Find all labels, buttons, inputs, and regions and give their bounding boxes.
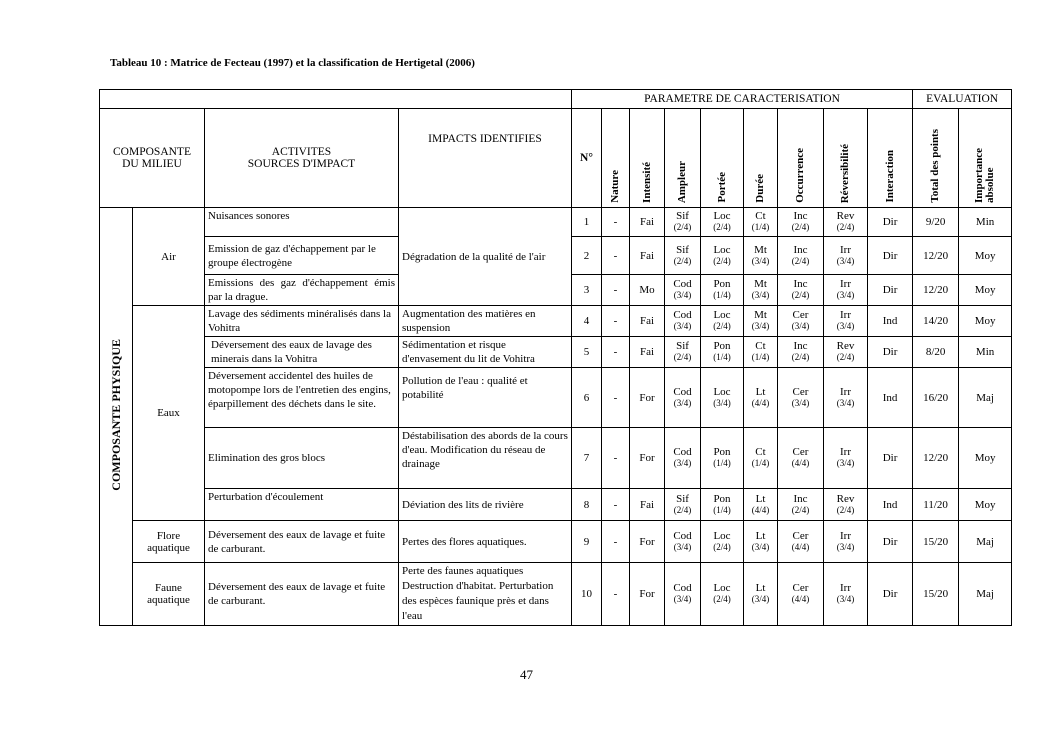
milieu-air: Air (133, 208, 205, 306)
ampleur-cell: Cod (3/4) (665, 275, 701, 306)
portee-header: Portée (715, 172, 728, 203)
reversibilite-cell: Irr (3/4) (824, 563, 868, 626)
intensite-cell: Fai (630, 489, 665, 521)
intensite-cell: For (630, 368, 665, 428)
nature-cell: - (602, 489, 630, 521)
total-cell: 14/20 (913, 306, 959, 337)
nature-cell: - (602, 208, 630, 237)
ampleur-cell: Cod (3/4) (665, 306, 701, 337)
reversibilite-header: Réversibilité (839, 143, 851, 203)
total-cell: 12/20 (913, 275, 959, 306)
reversibilite-cell: Irr (3/4) (824, 521, 868, 563)
impact-cell: Augmentation des matières en suspension (399, 306, 572, 337)
interaction-cell: Dir (868, 521, 913, 563)
nature-cell: - (602, 368, 630, 428)
occurrence-cell: Inc (2/4) (778, 337, 824, 368)
activite-cell: Déversement des eaux de lavage et fuite de carburant. (205, 521, 399, 563)
activite-cell: Déversement des eaux de lavage et fuite de carburant. (205, 563, 399, 626)
portee-cell: Loc (2/4) (701, 521, 744, 563)
table-row (100, 521, 1012, 563)
impact-cell: Pertes des flores aquatiques. (399, 521, 572, 563)
reversibilite-cell: Irr (3/4) (824, 237, 868, 275)
duree-cell: Mt (3/4) (744, 275, 778, 306)
importance-cell: Maj (959, 563, 1012, 626)
evaluation-group-header: EVALUATION (913, 90, 1012, 109)
nature-cell: - (602, 521, 630, 563)
ampleur-cell: Cod (3/4) (665, 368, 701, 428)
portee-cell: Loc (2/4) (701, 306, 744, 337)
intensite-cell: Fai (630, 337, 665, 368)
activite-cell: Lavage des sédiments minéralisés dans la Vohitra (205, 306, 399, 337)
interaction-cell: Ind (868, 368, 913, 428)
composante-physique-cell (100, 208, 133, 626)
occurrence-cell: Cer (3/4) (778, 368, 824, 428)
reversibilite-cell: Rev (2/4) (824, 337, 868, 368)
nature-header: Nature (609, 170, 621, 203)
ampleur-cell: Cod (3/4) (665, 428, 701, 489)
row-number: 3 (572, 275, 602, 306)
total-cell: 15/20 (913, 563, 959, 626)
total-cell: 12/20 (913, 428, 959, 489)
occurrence-cell: Inc (2/4) (778, 489, 824, 521)
intensite-cell: For (630, 521, 665, 563)
row-number: 10 (572, 563, 602, 626)
total-cell: 9/20 (913, 208, 959, 237)
row-number: 1 (572, 208, 602, 237)
portee-cell: Loc (2/4) (701, 208, 744, 237)
milieu-flore: Flore aquatique (133, 521, 205, 563)
importance-header: Importance absolue (973, 148, 997, 203)
reversibilite-cell: Irr (3/4) (824, 275, 868, 306)
reversibilite-cell: Irr (3/4) (824, 368, 868, 428)
total-cell: 11/20 (913, 489, 959, 521)
occurrence-cell: Cer (4/4) (778, 428, 824, 489)
ampleur-header: Ampleur (676, 160, 688, 203)
duree-cell: Lt (4/4) (744, 368, 778, 428)
importance-cell: Min (959, 337, 1012, 368)
milieu-faune: Faune aquatique (133, 563, 205, 626)
composante-header: COMPOSANTE DU MILIEU (100, 109, 205, 208)
ampleur-cell: Sif (2/4) (665, 337, 701, 368)
impact-matrix-table (99, 89, 1012, 626)
table-row (100, 428, 1012, 489)
activite-cell: Perturbation d'écoulement (205, 489, 399, 521)
importance-cell: Moy (959, 489, 1012, 521)
nature-cell: - (602, 428, 630, 489)
portee-cell: Pon (1/4) (701, 428, 744, 489)
duree-header: Durée (754, 174, 766, 203)
impact-cell: Perte des faunes aquatiques Destruction d'habitat. Perturbation des espèces faunique près et dans l'eau (399, 563, 572, 626)
composante-physique-label: COMPOSANTE PHYSIQUE (108, 339, 123, 491)
importance-cell: Moy (959, 306, 1012, 337)
reversibilite-cell: Rev (2/4) (824, 489, 868, 521)
table-row (100, 489, 1012, 521)
activite-cell: Elimination des gros blocs (205, 428, 399, 489)
table-row (100, 306, 1012, 337)
portee-cell: Loc (3/4) (701, 368, 744, 428)
nature-cell: - (602, 237, 630, 275)
reversibilite-cell: Irr (3/4) (824, 428, 868, 489)
intensite-header: Intensité (640, 162, 653, 203)
table-row (100, 563, 1012, 626)
occurrence-header: Occurrence (794, 148, 806, 203)
total-cell: 15/20 (913, 521, 959, 563)
ampleur-cell: Cod (3/4) (665, 521, 701, 563)
row-number: 8 (572, 489, 602, 521)
portee-cell: Pon (1/4) (701, 337, 744, 368)
nature-cell: - (602, 563, 630, 626)
importance-cell: Min (959, 208, 1012, 237)
interaction-cell: Ind (868, 306, 913, 337)
interaction-cell: Dir (868, 237, 913, 275)
occurrence-cell: Cer (3/4) (778, 306, 824, 337)
impact-cell: Sédimentation et risque d'envasement du lit de Vohitra (399, 337, 572, 368)
milieu-eaux: Eaux (133, 306, 205, 521)
ampleur-cell: Sif (2/4) (665, 489, 701, 521)
activites-header: ACTIVITES SOURCES D'IMPACT (205, 109, 399, 208)
row-number: 2 (572, 237, 602, 275)
impacts-header: IMPACTS IDENTIFIES (399, 109, 572, 208)
intensite-cell: For (630, 563, 665, 626)
row-number: 9 (572, 521, 602, 563)
row-number: 4 (572, 306, 602, 337)
activite-cell: Déversement des eaux de lavage des minerais dans la Vohitra (205, 337, 399, 368)
interaction-cell: Dir (868, 337, 913, 368)
ampleur-cell: Sif (2/4) (665, 208, 701, 237)
duree-cell: Lt (3/4) (744, 563, 778, 626)
duree-cell: Ct (1/4) (744, 337, 778, 368)
number-header: N° (572, 109, 602, 208)
impact-cell: Déviation des lits de rivière (399, 489, 572, 521)
duree-cell: Mt (3/4) (744, 237, 778, 275)
row-number: 6 (572, 368, 602, 428)
table-row (100, 368, 1012, 428)
nature-cell: - (602, 275, 630, 306)
intensite-cell: Mo (630, 275, 665, 306)
occurrence-cell: Inc (2/4) (778, 275, 824, 306)
impact-cell: Déstabilisation des abords de la cours d'eau. Modification du réseau de drainage (399, 428, 572, 489)
intensite-cell: Fai (630, 237, 665, 275)
duree-cell: Ct (1/4) (744, 428, 778, 489)
table-row (100, 337, 1012, 368)
row-number: 7 (572, 428, 602, 489)
page-number: 47 (520, 667, 533, 682)
occurrence-cell: Inc (2/4) (778, 208, 824, 237)
interaction-cell: Dir (868, 563, 913, 626)
importance-cell: Maj (959, 368, 1012, 428)
duree-cell: Lt (4/4) (744, 489, 778, 521)
total-cell: 12/20 (913, 237, 959, 275)
intensite-cell: Fai (630, 208, 665, 237)
intensite-cell: Fai (630, 306, 665, 337)
nature-cell: - (602, 337, 630, 368)
activite-cell: Emission de gaz d'échappement par le groupe électrogène (205, 237, 399, 275)
impact-cell: Dégradation de la qualité de l'air (399, 208, 572, 306)
occurrence-cell: Cer (4/4) (778, 563, 824, 626)
importance-cell: Moy (959, 237, 1012, 275)
row-number: 5 (572, 337, 602, 368)
portee-cell: Loc (2/4) (701, 237, 744, 275)
importance-cell: Moy (959, 275, 1012, 306)
portee-cell: Loc (2/4) (701, 563, 744, 626)
duree-cell: Mt (3/4) (744, 306, 778, 337)
interaction-cell: Dir (868, 275, 913, 306)
total-cell: 8/20 (913, 337, 959, 368)
occurrence-cell: Cer (4/4) (778, 521, 824, 563)
occurrence-cell: Inc (2/4) (778, 237, 824, 275)
reversibilite-cell: Rev (2/4) (824, 208, 868, 237)
duree-cell: Ct (1/4) (744, 208, 778, 237)
table-row (100, 208, 1012, 237)
portee-cell: Pon (1/4) (701, 275, 744, 306)
impact-cell: Pollution de l'eau : qualité et potabilité (399, 368, 572, 428)
interaction-cell: Ind (868, 489, 913, 521)
importance-cell: Moy (959, 428, 1012, 489)
portee-cell: Pon (1/4) (701, 489, 744, 521)
duree-cell: Lt (3/4) (744, 521, 778, 563)
activite-cell: Déversement accidentel des huiles de motopompe lors de l'entretien des engins, éparpillement des déchets dans le site. (205, 368, 399, 428)
param-group-header: PARAMETRE DE CARACTERISATION (572, 90, 913, 109)
reversibilite-cell: Irr (3/4) (824, 306, 868, 337)
total-header: Total des points (929, 129, 942, 203)
activite-cell: Nuisances sonores (205, 208, 399, 237)
ampleur-cell: Cod (3/4) (665, 563, 701, 626)
interaction-cell: Dir (868, 208, 913, 237)
ampleur-cell: Sif (2/4) (665, 237, 701, 275)
interaction-header: Interaction (883, 150, 896, 203)
table-caption: Tableau 10 : Matrice de Fecteau (1997) et la classification de Hertigetal (2006) (110, 57, 475, 69)
intensite-cell: For (630, 428, 665, 489)
total-cell: 16/20 (913, 368, 959, 428)
importance-cell: Maj (959, 521, 1012, 563)
interaction-cell: Dir (868, 428, 913, 489)
nature-cell: - (602, 306, 630, 337)
activite-cell: Emissions des gaz d'échappement émis par la drague. (205, 275, 399, 306)
